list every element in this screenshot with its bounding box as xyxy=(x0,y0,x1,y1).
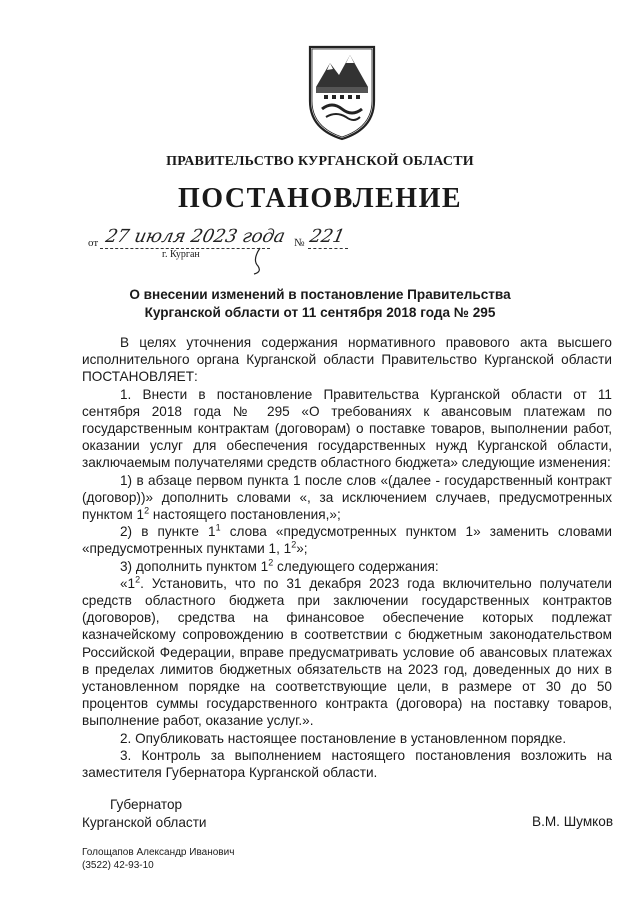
document-body xyxy=(82,334,612,781)
kurgan-coat-of-arms-icon xyxy=(306,43,378,143)
number-underline xyxy=(308,248,348,249)
position-line-2: Курганской области xyxy=(82,815,207,830)
document-title xyxy=(80,286,560,322)
document-type: ПОСТАНОВЛЕНИЕ xyxy=(177,183,463,214)
government-name: ПРАВИТЕЛЬСТВО КУРГАНСКОЙ ОБЛАСТИ xyxy=(166,154,474,169)
paragraph-new-clause: «$1^2$. Установить, что по 31 декабря 2023 года включительно получатели средств областного бюджета при заключении государственных контрактов (договоров), средства на финансовое обеспечение которых подлежат казначейскому сопровождению в соответствии с бюджетным законодательством Российской Федерации, вправе предусматривать условие об авансовых платежах в пределах лимитов бюджетных обязательств на 2023 год, доведенных до них в установленном порядке на соответствующие цели, в размере от 30 до 50 процентов суммы государственного контракта (договора) на поставку товаров, выполнение работ, оказание услуг.». xyxy=(82,574,612,729)
date-prefix: от xyxy=(88,237,99,249)
paragraph-preamble: В целях уточнения содержания нормативного правового акта высшего исполнительного органа Курганской области Правительство Курганской области ПОСТАНОВЛЯЕТ: xyxy=(82,335,612,385)
handwritten-date: 27 июля 2023 года xyxy=(103,226,288,247)
paragraph-item-1: 1. Внести в постановление Правительства Курганской области от 11 сентября 2018 года № 295 «О требованиях к авансовым платежам по государственным контрактам (договорам) о поставке товаров, выполнении работ, оказании услуг для обеспечения государственных нужд Курганской области, заключаемым получателями средств областного бюджета» следующие изменения: xyxy=(82,386,612,471)
executor-phone: (3522) 42-93-10 xyxy=(82,860,154,871)
paragraph-subitem-1: 1) в абзаце первом пункта 1 после слов «(далее - государственный контракт (договор))» дополнить словами «, за исключением случаев, предусмотренных пунктом $1^2$ настоящего постановления,»; xyxy=(82,472,612,523)
paragraph-item-3: 3. Контроль за выполнением настоящего постановления возложить на заместителя Губернатора Курганской области. xyxy=(82,747,612,781)
title-line-2: Курганской области от 11 сентября 2018 года № 295 xyxy=(144,305,496,320)
city: г. Курган xyxy=(162,249,200,260)
paragraph-item-2: 2. Опубликовать настоящее постановление в установленном порядке. xyxy=(120,730,567,746)
signatory-name: В.М. Шумков xyxy=(532,814,614,829)
position-line-1: Губернатор xyxy=(110,797,183,812)
date-number-line xyxy=(88,226,388,276)
pen-stroke xyxy=(248,246,268,276)
executor-info xyxy=(82,846,234,872)
signatory-position xyxy=(82,796,207,832)
handwritten-number: 221 xyxy=(307,226,347,247)
paragraph-subitem-2: 2) в пункте $1^1$ слова «предусмотренных пунктом 1» заменить словами «предусмотренных пунктами 1, $1^2$»; xyxy=(82,522,612,557)
number-label: № xyxy=(294,237,305,249)
paragraph-subitem-3: 3) дополнить пунктом $1^2$ следующего содержания: xyxy=(120,557,439,574)
title-line-1: О внесении изменений в постановление Правительства xyxy=(129,287,511,302)
executor-name: Голощапов Александр Иванович xyxy=(82,847,235,858)
